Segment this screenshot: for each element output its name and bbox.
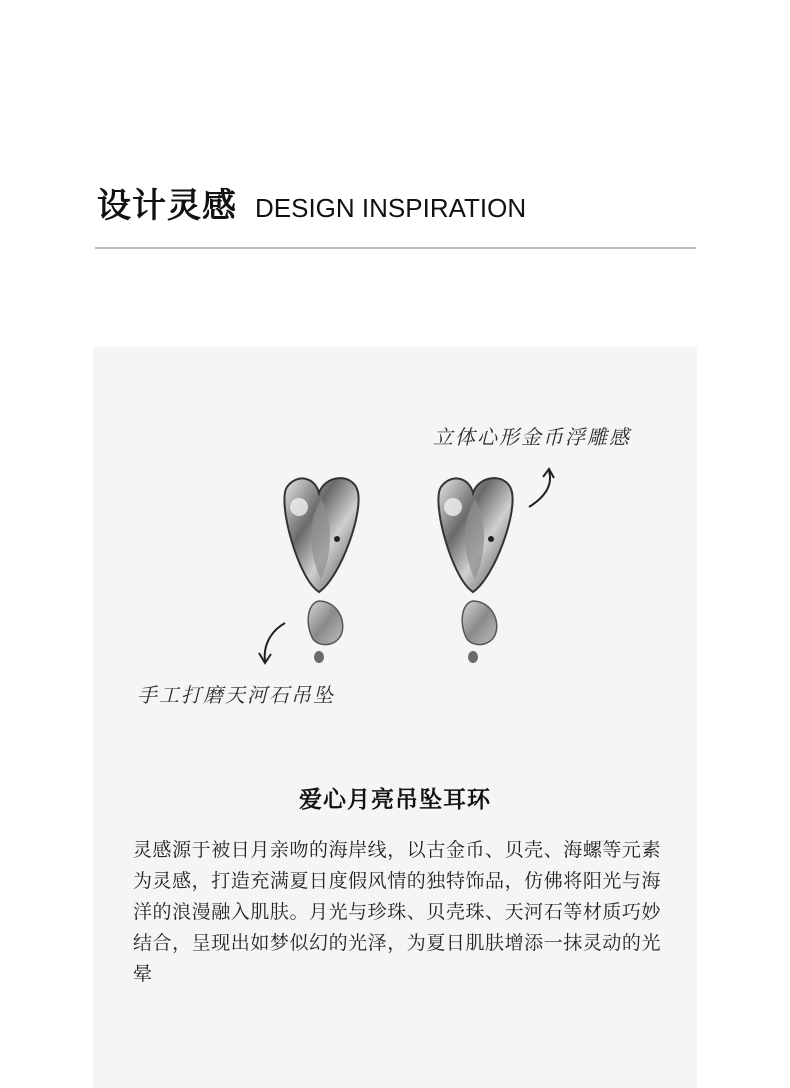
left-stone-drop [308,601,343,645]
left-earring [284,478,358,663]
bottom-arrow [265,623,285,661]
section-header [97,178,526,227]
right-stone-drop [462,601,497,645]
section-title-cn: 设计灵感 [97,186,237,226]
annotation-coin-relief: 立体心形金币浮雕感 [433,425,631,449]
product-description: 灵感源于被日月亲吻的海岸线，以古金币、贝壳、海螺等元素为灵感，打造充满夏日度假风情的独特饰品，仿佛将阳光与海洋的浪漫融入肌肤。月光与珍珠、贝壳珠、天河石等材质巧妙结合，呈现出如梦似幻的光泽，为夏日肌肤增添一抹灵动的光晕 [133,839,661,985]
right-earring [438,478,512,663]
section-title-en: DESIGN INSPIRATION [255,193,527,223]
annotation-amazonite-pendant: 手工打磨天河石吊坠 [137,683,335,707]
top-arrow [529,471,550,507]
header-divider [95,247,696,249]
product-title: 爱心月亮吊坠耳环 [299,787,491,813]
inspiration-panel [93,347,697,1088]
